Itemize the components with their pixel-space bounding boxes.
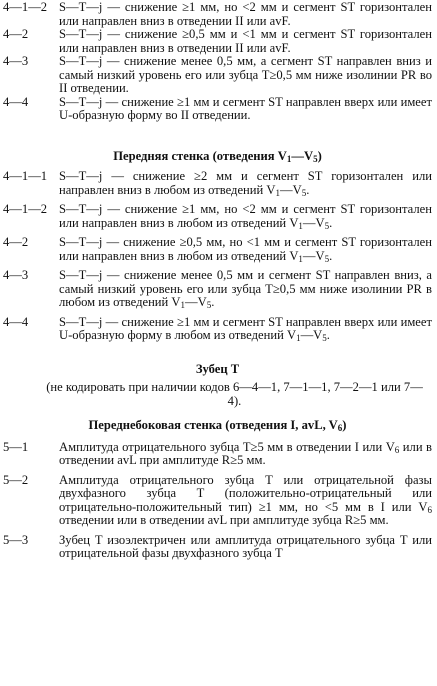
code-entry: [3, 203, 432, 230]
code-entry: [3, 236, 432, 263]
code-entry: [3, 28, 432, 55]
code-entry: [3, 441, 432, 468]
code-description: S—T—j — снижение менее 0,5 мм и сегмент ST направлен вниз, а самый низкий уровень его или зубца T≥0,5 мм ниже изолинии PR в любом из отведений $V_1—V_5$.: [59, 268, 432, 310]
code-entry: [3, 96, 432, 123]
code-description: S—T—j — снижение ≥1 мм, но <2 мм и сегмент ST горизонтален или направлен вниз в любом из отведений $V_1—V_5$.: [59, 202, 432, 231]
code-description: Амплитуда отрицательного зубца T или отрицательной фазы двухфазного зубца T (положительно-отрицательный или отрицательно-положительный тип) ≥1 мм, но <5 мм в I или $V_6$ отведении или в отведении avL при амплитуде зубца R≥5 мм.: [59, 472, 432, 527]
code-description: S—T—j — снижение менее 0,5 мм, а сегмент ST направлен вниз и самый низкий уровень его или зубца T≥0,5 мм ниже изолинии PR во II отведении.: [59, 54, 432, 95]
code-list-anterolateral: [3, 441, 432, 561]
section-heading-anterior: Передняя стенка (отведения $V_1—V_5$): [113, 148, 322, 164]
code-description: S—T—j — снижение ≥0,5 мм и <1 мм и сегмент ST горизонтален или направлен вниз в отведении II или avF.: [59, 27, 432, 55]
code-description: S—T—j — снижение ≥2 мм и сегмент ST горизонтален или направлен вниз в любом из отведений $V_1—V_5$.: [59, 169, 432, 198]
code-number: 4—2: [3, 235, 29, 249]
code-description: S—T—j — снижение ≥1 мм и сегмент ST направлен вверх или имеет U-образную форму в любом из отведений $V_1—V_5$.: [59, 314, 432, 343]
code-entry: [3, 474, 432, 528]
code-description: S—T—j — снижение ≥0,5 мм, но <1 мм и сегмент ST горизонтален или направлен вниз в любом из отведений $V_1—V_5$.: [59, 235, 432, 264]
code-number: 4—1—1: [3, 169, 48, 183]
exclusion-note: (не кодировать при наличии кодов 6—4—1, 7—1—1, 7—2—1 или 7—4).: [46, 380, 423, 408]
code-description: Зубец T изоэлектричен или амплитуда отрицательного зубца T или отрицательной фазы двухфазного зубца T: [59, 532, 432, 560]
document-page: [3, 0, 432, 561]
code-list-inferior: [3, 1, 432, 123]
code-number: 5—1: [3, 439, 29, 454]
code-number: 4—1—2: [3, 0, 48, 14]
code-number: 4—2: [3, 27, 29, 41]
code-description: S—T—j — снижение ≥1 мм, но <2 мм и сегмент ST горизонтален или направлен вниз в отведении II или avF.: [59, 0, 432, 28]
code-entry: [3, 170, 432, 197]
code-list-anterior: [3, 170, 432, 343]
code-number: 4—1—2: [3, 202, 48, 216]
code-entry: [3, 534, 432, 561]
code-entry: [3, 55, 432, 96]
code-entry: [3, 269, 432, 310]
code-number: 4—3: [3, 54, 29, 68]
section-heading-anterolateral: Переднебоковая стенка (отведения I, avL, $V_6$): [88, 418, 347, 433]
code-description: Амплитуда отрицательного зубца T≥5 мм в отведении I или $V_6$ или в отведении avL при амплитуде R≥5 мм.: [59, 439, 432, 467]
section-heading-t-wave: Зубец T: [195, 361, 240, 376]
code-number: 5—3: [3, 532, 29, 547]
code-description: S—T—j — снижение ≥1 мм и сегмент ST направлен вверх или имеет U-образную форму во II отведении.: [59, 94, 432, 122]
code-entry: [3, 316, 432, 343]
code-entry: [3, 1, 432, 28]
code-number: 5—2: [3, 472, 29, 487]
code-number: 4—3: [3, 268, 29, 282]
code-number: 4—4: [3, 314, 29, 329]
code-number: 4—4: [3, 94, 29, 109]
